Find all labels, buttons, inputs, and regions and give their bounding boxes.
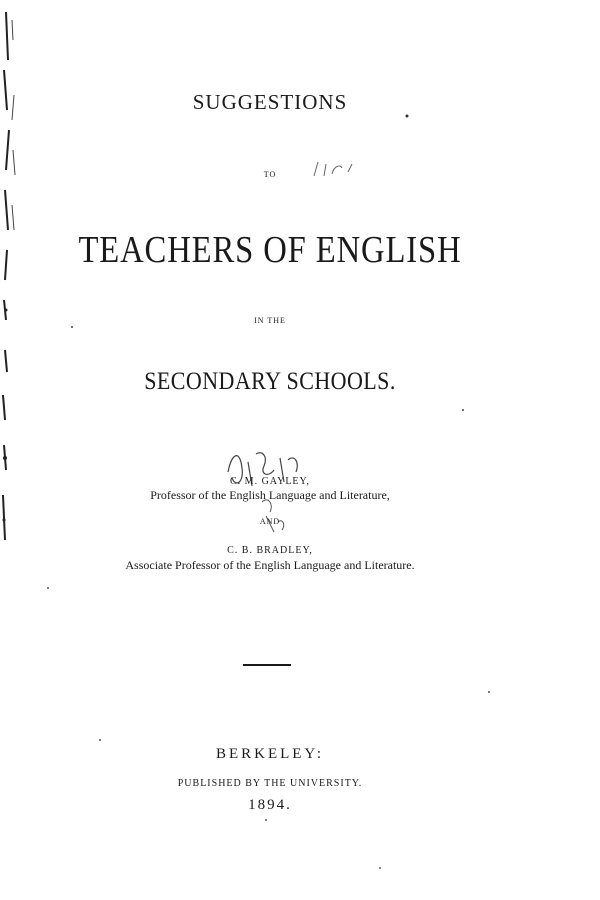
publisher: PUBLISHED BY THE UNIVERSITY. bbox=[177, 778, 363, 789]
title-line-secondary-schools: SECONDARY SCHOOLS. bbox=[144, 368, 396, 395]
book-title: TEACHERS OF ENGLISH bbox=[78, 229, 462, 271]
author-2-name: C. B. BRADLEY, bbox=[227, 545, 313, 556]
author-1-name: C. M. GAYLEY, bbox=[230, 476, 310, 487]
publication-city: BERKELEY: bbox=[215, 746, 325, 762]
publication-year: 1894. bbox=[248, 797, 292, 813]
author-2-title: Associate Professor of the English Language and Literature. bbox=[125, 558, 415, 572]
title-line-to: TO bbox=[263, 170, 277, 179]
author-1-title: Professor of the English Language and Literature, bbox=[150, 488, 390, 502]
title-line-in-the: IN THE bbox=[254, 316, 286, 325]
author-conjunction: AND bbox=[259, 517, 281, 526]
title-line-suggestions: SUGGESTIONS bbox=[192, 90, 348, 114]
